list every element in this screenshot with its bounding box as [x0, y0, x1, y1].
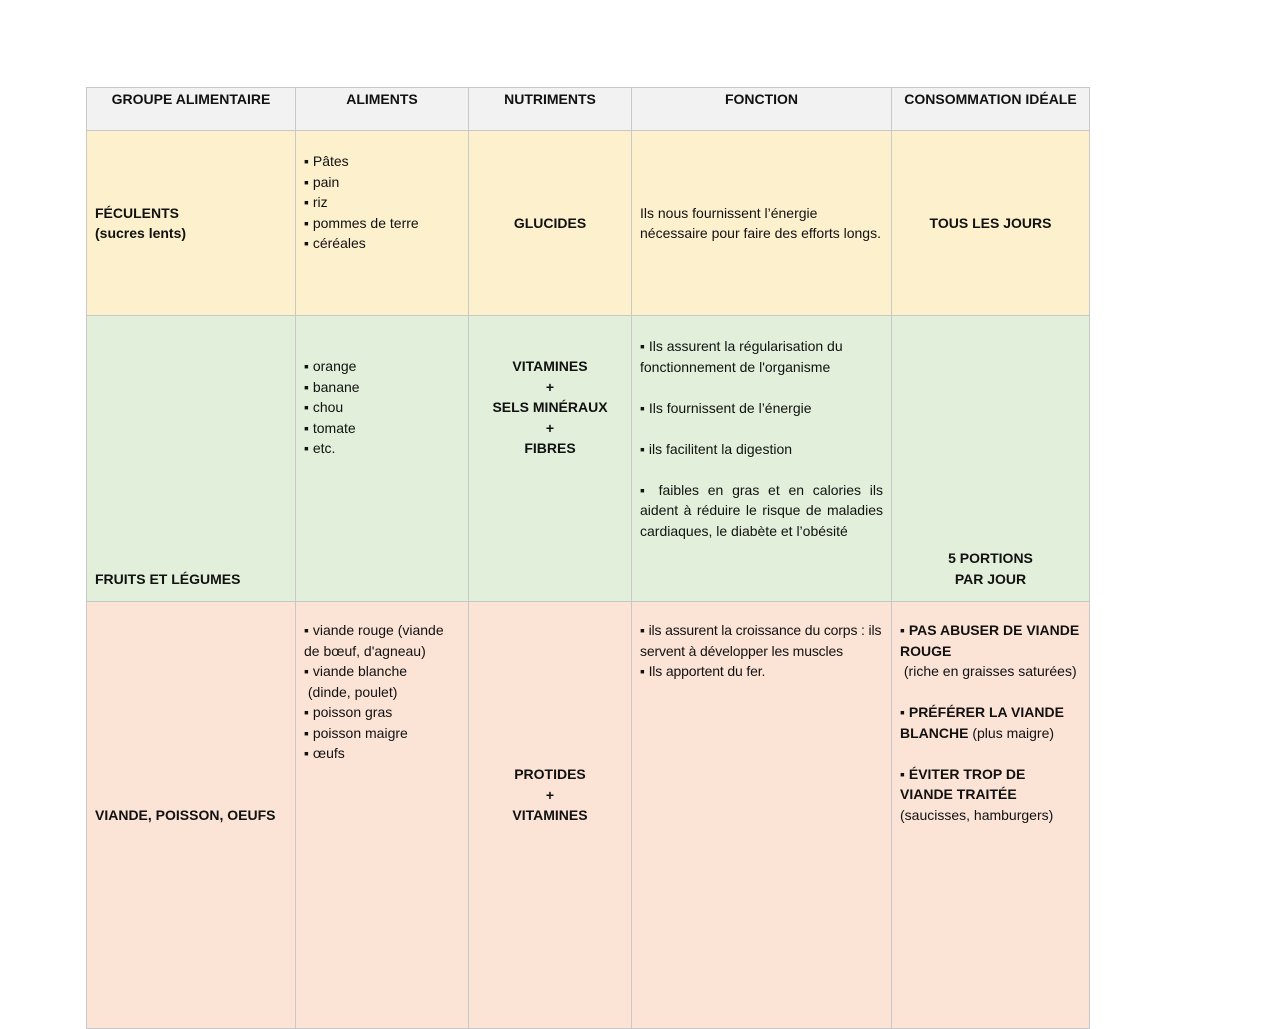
- consumption-advice: [900, 620, 1081, 682]
- food-item: ▪ œufs: [304, 743, 460, 764]
- nutrient-item: FIBRES: [524, 440, 576, 456]
- function-cell: Ils nous fournissent l’énergie nécessaire pour faire des efforts longs.: [632, 131, 892, 316]
- food-item: ▪ etc.: [304, 438, 460, 459]
- nutrient-item: VITAMINES: [512, 358, 588, 374]
- food-item: ▪ poisson maigre: [304, 723, 460, 744]
- food-item: ▪ pain: [304, 172, 460, 193]
- food-item: ▪ orange: [304, 356, 460, 377]
- function-cell: [632, 602, 892, 1029]
- table-row: [87, 602, 1090, 1029]
- advice-detail: (riche en graisses saturées): [900, 663, 1077, 679]
- nutrients-cell: [469, 316, 632, 602]
- nutrient-item: SELS MINÉRAUX: [492, 399, 608, 415]
- advice-strong: ▪ ÉVITER TROP DE VIANDE TRAITÉE: [900, 766, 1025, 803]
- consumption-cell: TOUS LES JOURS: [892, 131, 1090, 316]
- function-item: ▪ Ils fournissent de l’énergie: [640, 398, 883, 419]
- function-item: ▪ ils assurent la croissance du corps : ils servent à développer les muscles: [640, 620, 883, 661]
- function-item: ▪ Ils apportent du fer.: [640, 661, 883, 682]
- advice-detail: (saucisses, hamburgers): [900, 806, 1054, 823]
- nutrient-plus: +: [545, 786, 555, 803]
- table-row: [87, 131, 1090, 316]
- consumption-line: PAR JOUR: [954, 570, 1027, 587]
- group-subtitle: (sucres lents): [95, 225, 187, 241]
- table-row: [87, 316, 1090, 602]
- consumption-cell: [892, 316, 1090, 602]
- food-item: ▪ viande rouge (viande de bœuf, d'agneau): [304, 620, 460, 661]
- header-nutrients: NUTRIMENTS: [469, 88, 632, 131]
- consumption-line: 5 PORTIONS: [948, 550, 1033, 566]
- consumption-cell: [892, 602, 1090, 1029]
- nutrient-plus: +: [545, 419, 555, 436]
- consumption-advice: [900, 764, 1081, 826]
- nutrient-item: VITAMINES: [512, 807, 588, 823]
- foods-cell: [296, 316, 469, 602]
- group-name: FÉCULENTS: [95, 204, 179, 221]
- advice-strong: ▪ PAS ABUSER DE VIANDE ROUGE: [900, 622, 1079, 659]
- food-item-detail: (dinde, poulet): [304, 683, 398, 700]
- foods-cell: [296, 602, 469, 1029]
- function-item: ▪ faibles en gras et en calories ils aident à réduire le risque de maladies cardiaques, le diabète et l’obésité: [640, 480, 883, 542]
- food-groups-table: [86, 87, 1090, 1029]
- consumption-advice: [900, 702, 1081, 743]
- food-item: ▪ banane: [304, 377, 460, 398]
- nutrient-item: PROTIDES: [514, 766, 586, 782]
- function-cell: [632, 316, 892, 602]
- group-cell: FRUITS ET LÉGUMES: [87, 316, 296, 602]
- food-item: ▪ pommes de terre: [304, 213, 460, 234]
- function-item: ▪ ils facilitent la digestion: [640, 439, 883, 460]
- nutrient-plus: +: [545, 378, 555, 395]
- table-header-row: [87, 88, 1090, 131]
- header-function: FONCTION: [632, 88, 892, 131]
- food-item: ▪ tomate: [304, 418, 460, 439]
- food-item: ▪ riz: [304, 192, 460, 213]
- header-foods: ALIMENTS: [296, 88, 469, 131]
- food-item: ▪ Pâtes: [304, 151, 460, 172]
- header-consumption: CONSOMMATION IDÉALE: [892, 88, 1090, 131]
- nutrients-cell: [469, 602, 632, 1029]
- advice-strong: ▪ PRÉFÉRER LA VIANDE BLANCHE: [900, 704, 1064, 741]
- food-item: ▪ chou: [304, 397, 460, 418]
- food-item: ▪ céréales: [304, 233, 460, 254]
- foods-cell: [296, 131, 469, 316]
- function-item: ▪ Ils assurent la régularisation du fonctionnement de l'organisme: [640, 336, 883, 377]
- food-item: ▪ poisson gras: [304, 702, 460, 723]
- group-cell: VIANDE, POISSON, OEUFS: [87, 602, 296, 1029]
- header-group: GROUPE ALIMENTAIRE: [87, 88, 296, 131]
- group-cell: [87, 131, 296, 316]
- nutrients-cell: GLUCIDES: [469, 131, 632, 316]
- advice-detail: (plus maigre): [968, 724, 1055, 741]
- food-item: ▪ viande blanche: [304, 661, 460, 682]
